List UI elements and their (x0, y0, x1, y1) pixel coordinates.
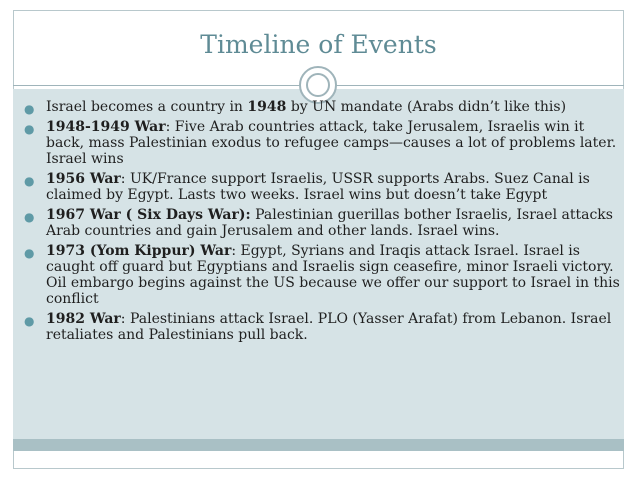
bullet-text: : Five Arab countries attack, take Jerusalem, Israelis win it back, mass Palestinian exodus to refugee camps—causes a lot of problems later. Israel wins (46, 119, 617, 167)
bullet-icon: ● (24, 174, 35, 188)
bullet-icon: ● (24, 246, 35, 260)
bullet-text: : Palestinians attack Israel. PLO (Yasser Arafat) from Lebanon. Israel retaliates and Palestinians pull back. (46, 311, 612, 343)
bullet-icon: ● (24, 314, 35, 328)
bullet-list (20, 99, 620, 347)
bullet-emphasis: 1982 War (46, 311, 121, 327)
bullet-emphasis: 1948 (247, 99, 287, 115)
bullet-item (20, 119, 620, 167)
bullet-emphasis: 1973 (Yom Kippur) War (46, 243, 232, 259)
bullet-text: : Egypt, Syrians and Iraqis attack Israel. Israel is caught off guard but Egyptians and Israelis sign ceasefire, minor Israeli victory. Oil embargo begins against the US because we offer our support to Israel in this conflict (46, 243, 620, 307)
bullet-text: Palestinian guerillas bother Israelis, Israel attacks Arab countries and gain Jerusalem and other lands. Israel wins. (46, 207, 613, 239)
bullet-item (20, 99, 620, 115)
bullet-text: : UK/France support Israelis, USSR supports Arabs. Suez Canal is claimed by Egypt. Lasts two weeks. Israel wins but doesn’t take Egypt (46, 171, 590, 203)
slide-title: Timeline of Events (200, 30, 437, 59)
bullet-item (20, 311, 620, 343)
bullet-icon: ● (24, 210, 35, 224)
bullet-item (20, 171, 620, 203)
bullet-item (20, 243, 620, 307)
bullet-item (20, 207, 620, 239)
bullet-emphasis: 1948-1949 War (46, 119, 166, 135)
bullet-icon: ● (24, 122, 35, 136)
bullet-text: by UN mandate (Arabs didn’t like this) (286, 99, 567, 115)
bullet-icon: ● (24, 102, 35, 116)
bullet-emphasis: 1956 War (46, 171, 121, 187)
bullet-text: Israel becomes a country in (46, 99, 248, 115)
bullet-emphasis: 1967 War ( Six Days War): (46, 207, 251, 223)
footer-band (13, 439, 624, 451)
